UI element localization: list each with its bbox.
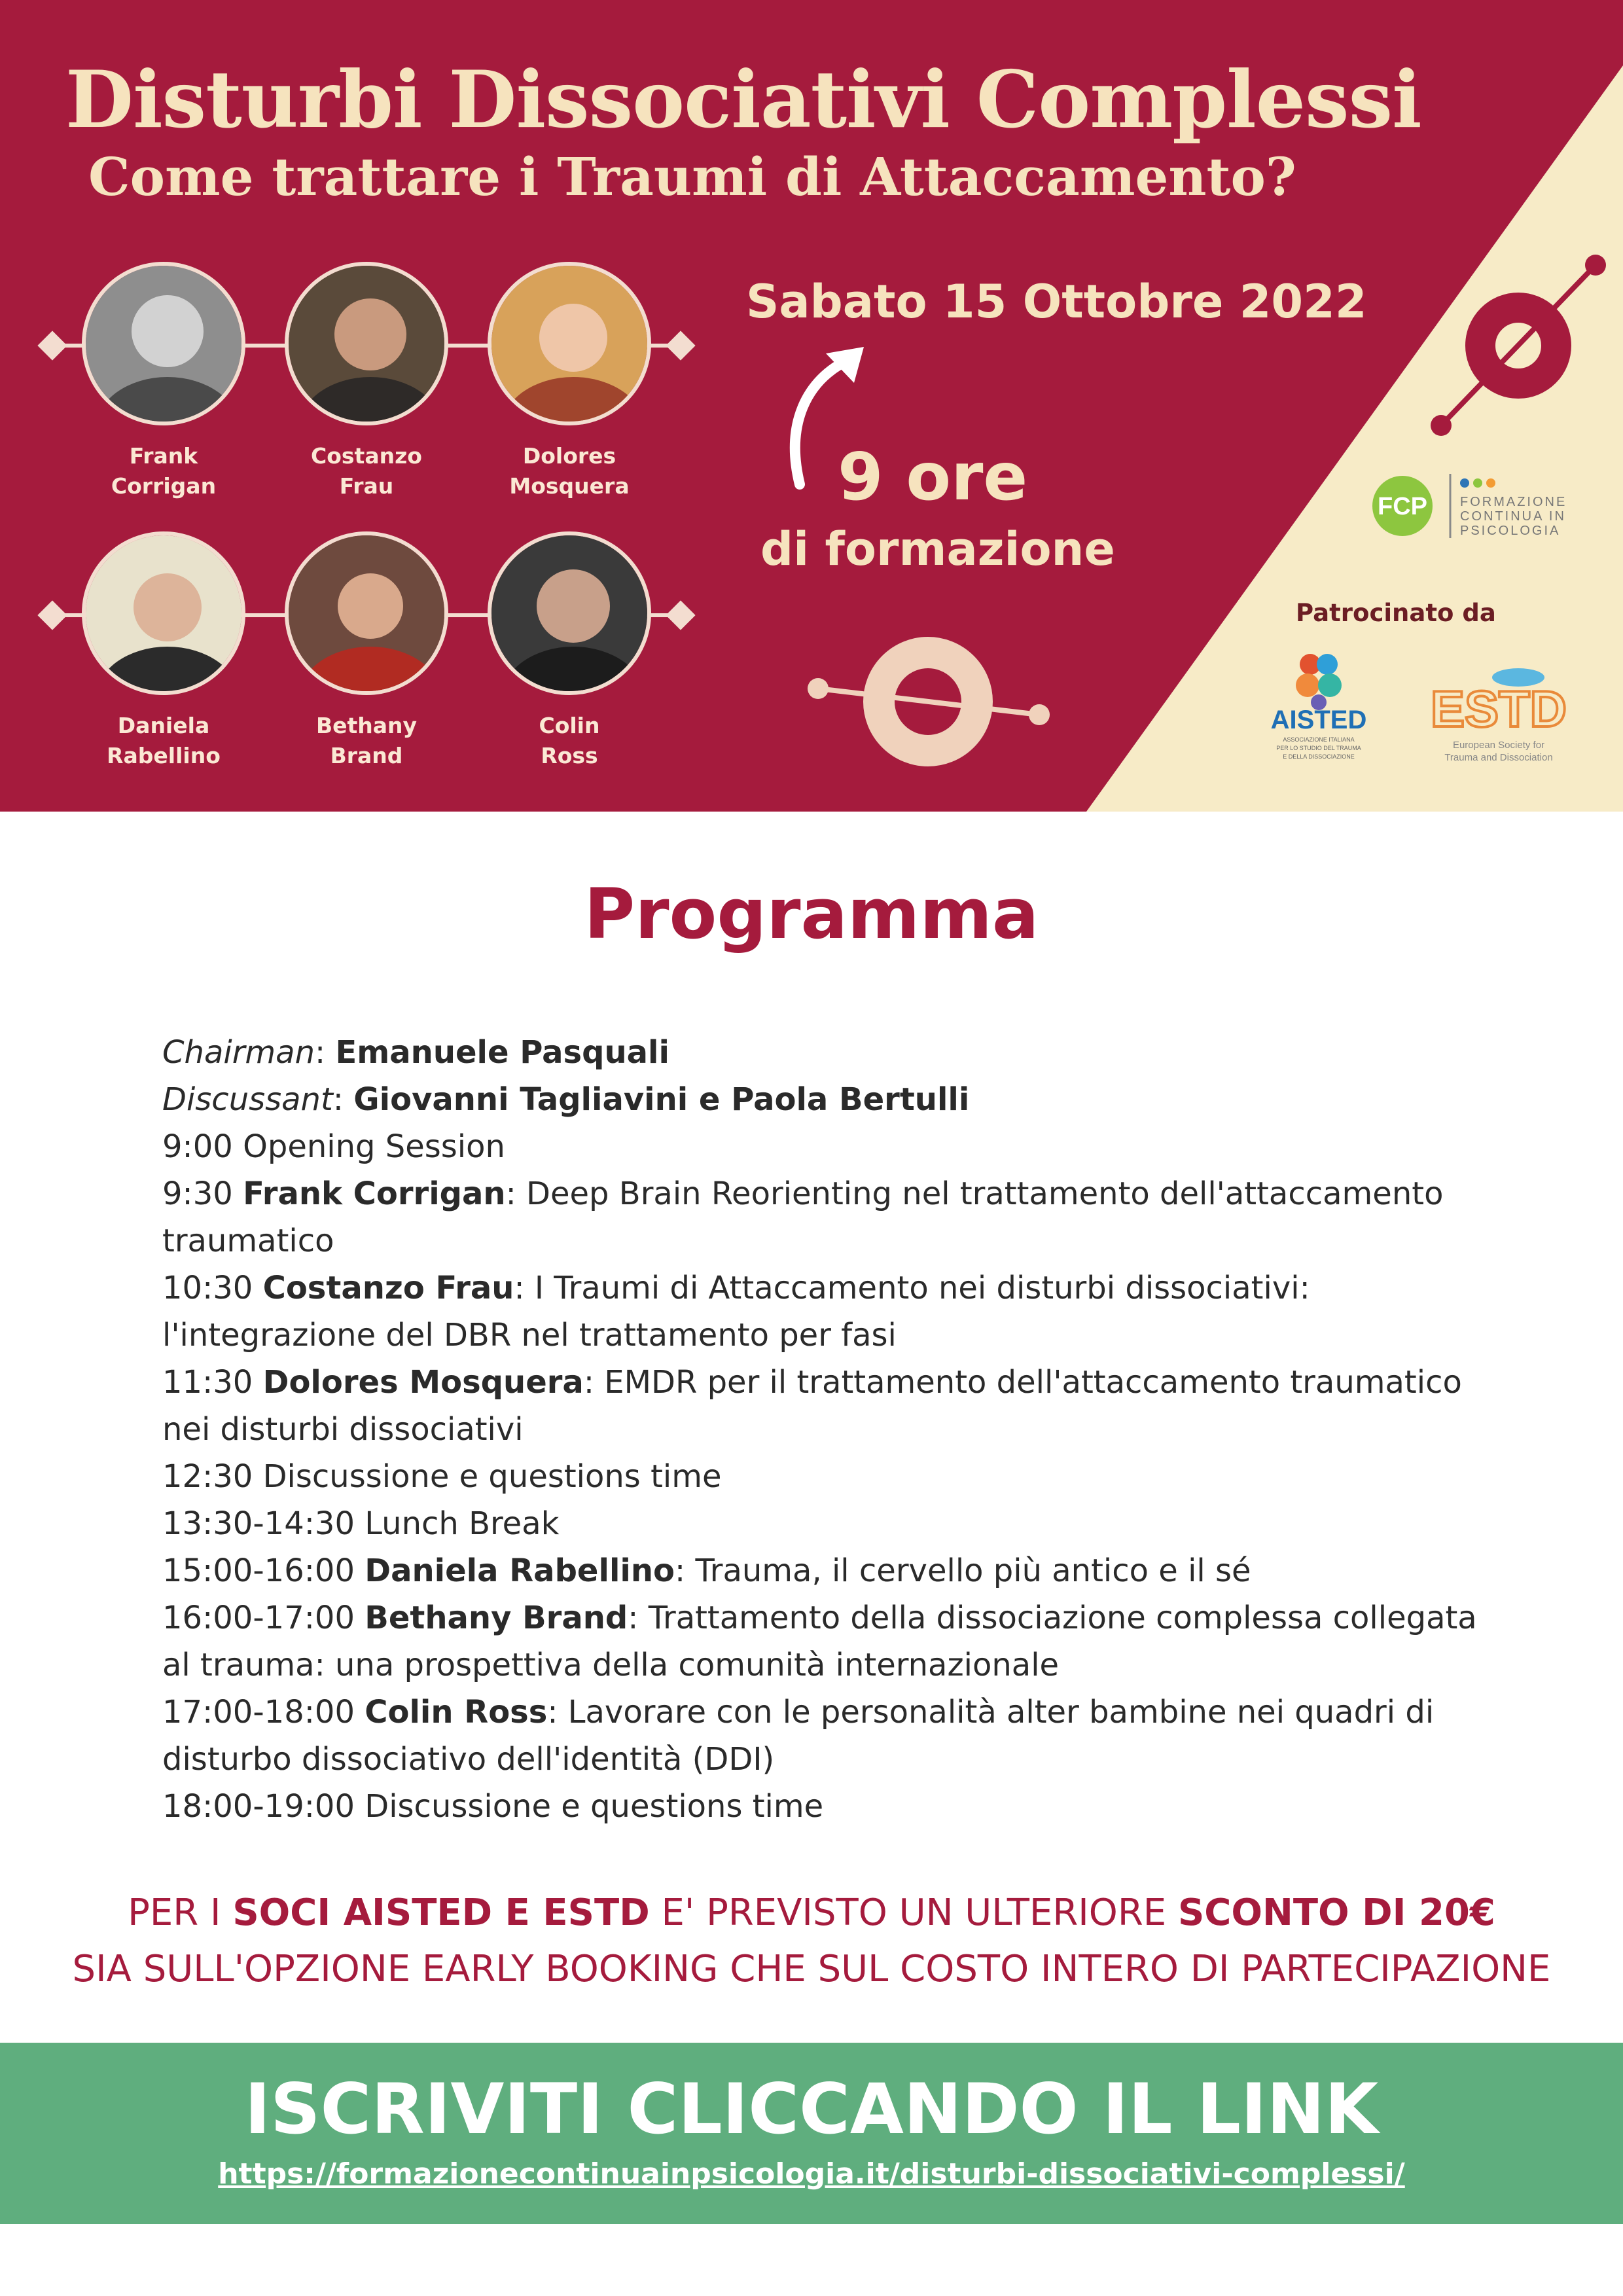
svg-text:PER LO STUDIO DEL TRAUMA: PER LO STUDIO DEL TRAUMA: [1276, 745, 1361, 751]
speaker-name: Colin Ross: [539, 713, 600, 768]
donut-ornament-bottom: [808, 653, 1050, 751]
speaker-avatar: [285, 262, 448, 425]
signup-footer: [0, 2043, 1623, 2224]
signup-cta: ISCRIVITI CLICCANDO IL LINK: [244, 2069, 1379, 2149]
program-title: Programma: [584, 874, 1039, 954]
speaker-card: [481, 531, 658, 771]
patronage-label: Patrocinato da: [1296, 599, 1496, 627]
event-subtitle: Come trattare i Traumi di Attaccamento?: [88, 146, 1296, 207]
svg-text:E DELLA DISSOCIAZIONE: E DELLA DISSOCIAZIONE: [1283, 753, 1355, 760]
aisted-logo: [1270, 645, 1368, 769]
fcp-logo: [1366, 470, 1582, 542]
speaker-name: Frank Corrigan: [111, 443, 217, 499]
svg-text:FCP: FCP: [1378, 493, 1427, 520]
speaker-avatar: [82, 531, 245, 695]
svg-text:Trauma and Dissociation: Trauma and Dissociation: [1444, 752, 1553, 763]
speaker-card: [278, 262, 455, 501]
svg-text:European Society for: European Society for: [1452, 740, 1545, 751]
speaker-name: Bethany Brand: [315, 713, 418, 768]
svg-text:AISTED: AISTED: [1270, 706, 1367, 734]
event-title: Disturbi Dissociativi Complessi: [65, 54, 1421, 146]
chairman-line: Chairman: Emanuele Pasquali: [162, 1034, 669, 1071]
schedule-item: 9:00 Opening Session: [162, 1128, 505, 1165]
schedule-item: 9:30 Frank Corrigan: Deep Brain Reorienting nel trattamento dell'attaccamento traumatico: [162, 1175, 1444, 1259]
svg-text:ASSOCIAZIONE ITALIANA: ASSOCIAZIONE ITALIANA: [1283, 736, 1355, 743]
speaker-name: Dolores Mosquera: [509, 443, 630, 499]
speaker-card: [278, 531, 455, 771]
schedule-item: 18:00-19:00 Discussione e questions time: [162, 1788, 824, 1825]
promo-line-1: PER I SOCI AISTED E ESTD E' PREVISTO UN ULTERIORE SCONTO DI 20€: [128, 1892, 1495, 1934]
speaker-avatar: [285, 531, 448, 695]
speaker-avatar: [82, 262, 245, 425]
schedule-item: 15:00-16:00 Daniela Rabellino: Trauma, il cervello più antico e il sé: [162, 1552, 1251, 1589]
speaker-card: [75, 531, 252, 771]
speaker-avatar: [488, 531, 651, 695]
schedule-item: 17:00-18:00 Colin Ross: Lavorare con le personalità alter bambine nei quadri di disturbo dissociativo dell'identità (DDI): [162, 1694, 1435, 1778]
event-date: Sabato 15 Ottobre 2022: [746, 275, 1367, 329]
signup-link[interactable]: https://formazionecontinuainpsicologia.it/disturbi-dissociativi-complessi/: [218, 2157, 1405, 2191]
svg-text:ESTD: ESTD: [1430, 680, 1567, 738]
schedule-item: 12:30 Discussione e questions time: [162, 1458, 722, 1495]
estd-logo: [1420, 664, 1577, 769]
schedule-item: 10:30 Costanzo Frau: I Traumi di Attaccamento nei disturbi dissociativi: l'integrazione del DBR nel trattamento per fasi: [162, 1270, 1310, 1354]
discussant-line: Discussant: Giovanni Tagliavini e Paola Bertulli: [162, 1081, 970, 1118]
hours-label: di formazione: [760, 522, 1115, 576]
svg-text:PSICOLOGIA: PSICOLOGIA: [1460, 524, 1561, 538]
brain-icon: [1296, 654, 1342, 710]
speaker-card: [481, 262, 658, 501]
hours-number: 9 ore: [838, 439, 1028, 515]
svg-text:CONTINUA IN: CONTINUA IN: [1460, 509, 1566, 524]
schedule-item: 11:30 Dolores Mosquera: EMDR per il trattamento dell'attaccamento traumatico nei disturbi dissociativi: [162, 1364, 1462, 1448]
program-schedule: [162, 1029, 1504, 1830]
speaker-name: Costanzo Frau: [311, 443, 422, 499]
promo-line-2: SIA SULL'OPZIONE EARLY BOOKING CHE SUL COSTO INTERO DI PARTECIPAZIONE: [72, 1948, 1551, 1990]
schedule-item: 16:00-17:00 Bethany Brand: Trattamento della dissociazione complessa collegata al trauma: una prospettiva della comunità internazionale: [162, 1600, 1477, 1683]
hero-banner: [0, 0, 1623, 812]
speaker-name: Daniela Rabellino: [107, 713, 221, 768]
speaker-avatar: [488, 262, 651, 425]
svg-text:FORMAZIONE: FORMAZIONE: [1460, 495, 1567, 509]
speaker-card: [75, 262, 252, 501]
schedule-item: 13:30-14:30 Lunch Break: [162, 1505, 560, 1542]
